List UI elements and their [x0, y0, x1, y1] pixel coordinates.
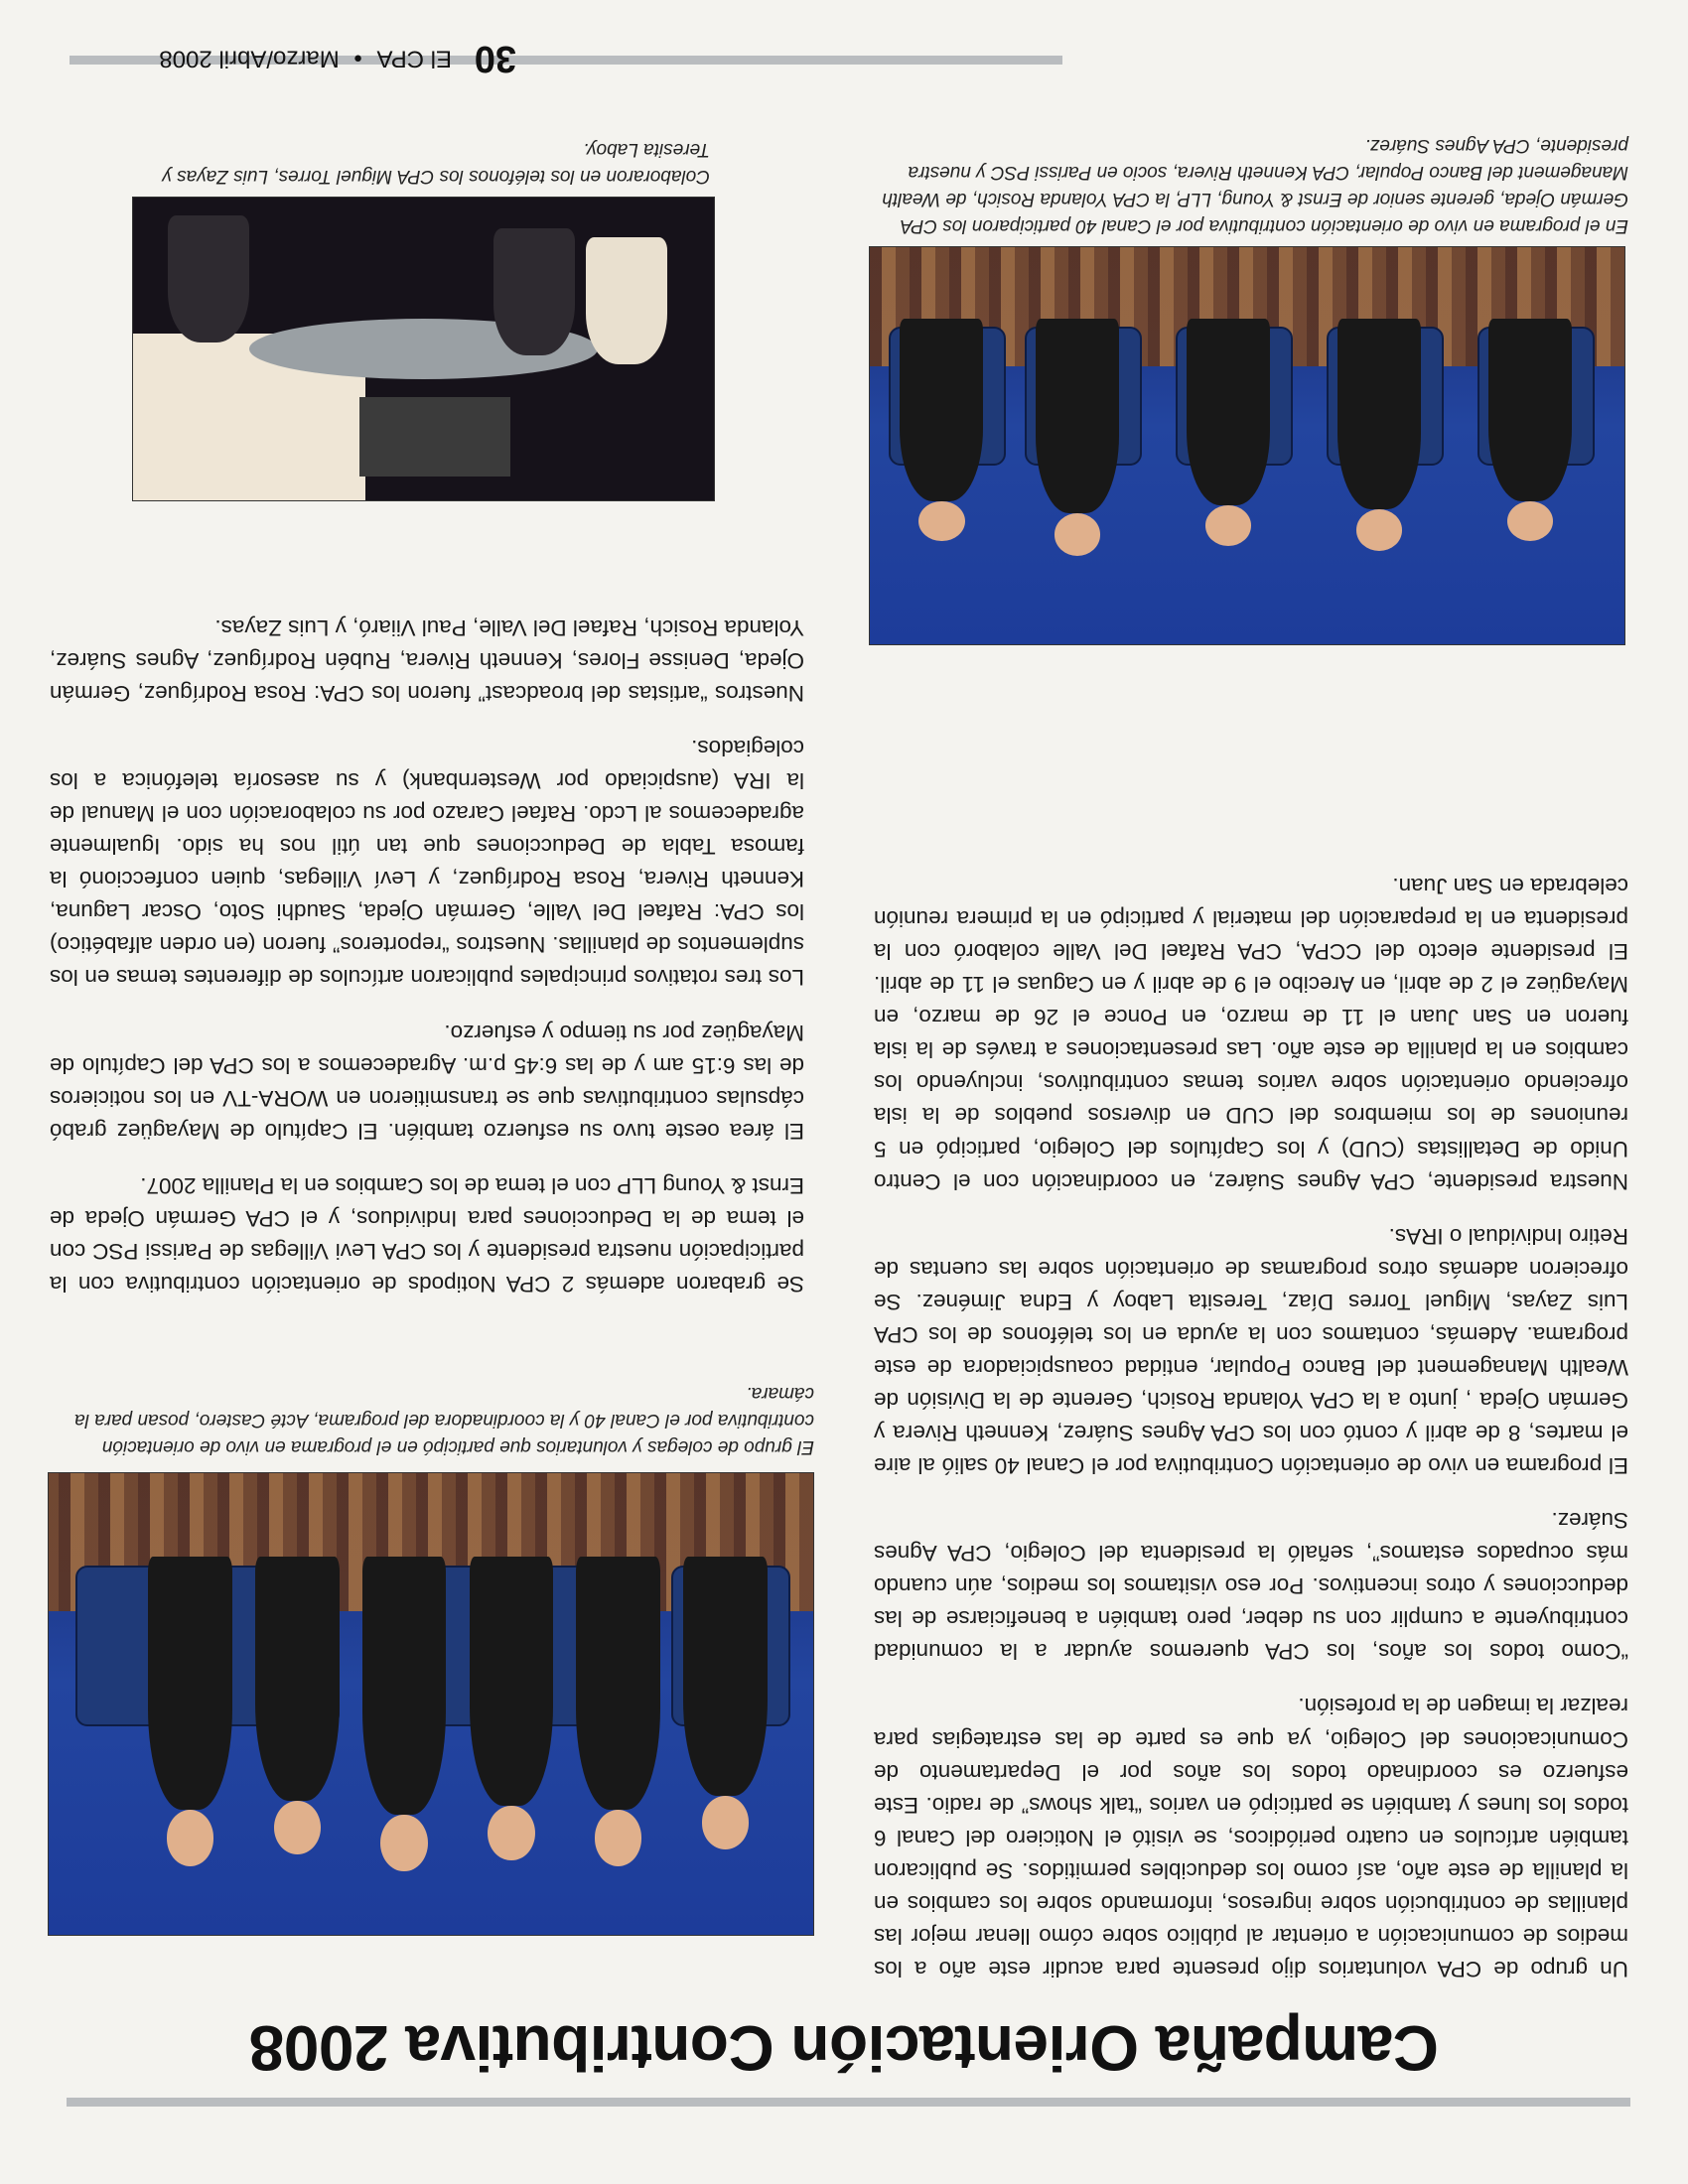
paragraph: El área oeste tuvo su esfuerzo también. El Capítulo de Mayagüez grabó cápsulas contributivas que se transmitieron en WORA-TV en los noticieros de las 6:15 am y de las 6:45 p.m. Agradecemos a los CPA del Capítulo de Mayagüez por su tiempo y esfuerzo. — [50, 1020, 804, 1144]
publication-name: El CPA — [376, 45, 453, 72]
person-figure — [1488, 319, 1572, 501]
person-figure — [168, 215, 249, 342]
person-figure — [148, 1557, 232, 1811]
photo-caption: En el programa en vivo de orientación contributiva por el Canal 40 participaron los CPA Germán Ojeda, gerente senior de Ernst & Young, LLP, la CPA Yolanda Rosich, de Wealth Management del Banco Popular, CPA Kenneth Rivera, socio en Parissi PSC y nuestra presidente, CPA Agnes Suárez. — [882, 135, 1628, 236]
person-figure — [576, 1557, 660, 1811]
paragraph: Nuestros “artistas del broadcast” fueron los CPA: Rosa Rodríguez, Germán Ojeda, Denisse Flores, Kenneth Rivera, Rubén Rodríguez, Agnes Suárez, Yolanda Rosich, Rafael Del Valle, Paul Viiaró, y Luis Zayas. — [50, 614, 804, 706]
photo-caption: Colaboraron en los teléfonos los CPA Miguel Torres, Luis Zayas y Teresita Laboy. — [162, 139, 710, 187]
person-figure — [1337, 319, 1421, 509]
panel-photo — [869, 246, 1625, 645]
person-figure — [470, 1557, 554, 1806]
person-figure — [1187, 319, 1270, 505]
photo-caption: El grupo de colegas y voluntarios que participó en el programa en vivo de orientación contributiva por el Canal 40 y la coordinadora del programa, Acté Castero, posan para la cámara. — [74, 1383, 814, 1457]
person-figure — [900, 319, 983, 501]
phone-volunteers-photo — [132, 197, 715, 501]
group-photo — [48, 1472, 814, 1936]
left-column — [874, 848, 1628, 1985]
paragraph: Los tres rotativos principales publicaron artículos de diferentes temas en los suplementos de planillas. Nuestros “reporteros” fueron (en orden alfabético) los CPA: Rafael Del Valle, Germán Ojeda, Saudhi Soto, Oscar Laguna, Kenneth Rivera, Rosa Rodríguez, y Leví Villegas, quien confeccionó la famosa Tabla de Deducciones que tan útil nos ha sido. Igualmente agradecemos al Lcdo. Rafael Carazo por su colaboración con el Manual de la IRA (auspiciado por Westernbank) y su asesoría telefónica a los colegiados. — [50, 736, 804, 991]
person-figure — [362, 1557, 447, 1815]
paragraph: Se grabaron además 2 CPA Notipods de orientación contributiva con la participación nuestra presidente y los CPA Levi Villegas de Parissi PSC con el tema de la Deducciones para Individuos, y el CPA Germán Ojeda de Ernst & Young LLP con el tema de los Cambios en la Planilla 2007. — [50, 1172, 804, 1297]
person-figure — [255, 1557, 340, 1801]
footer-separator: • — [353, 45, 362, 72]
person-figure — [493, 228, 575, 355]
paragraph: Un grupo de CPA voluntarios dijo presente para acudir este año a los medios de comunicación a orientar al público sobre cómo llenar mejor las planillas de contribución sobre ingresos, informando sobre los cambios en la planilla de este año, así como los deducibles permitidos. Se publicaron también artículos en cuatro periódicos, se visitó el Noticiero del Canal 6 todos los lunes y también se participó en varios “talk shows” de radio. Este esfuerzo es coordinado todos los años por el Departamento de Comunicaciones del Colegio, ya que es parte de las estrategias para realzar la imagen de la profesión. — [874, 1694, 1628, 1981]
person-figure — [586, 237, 667, 364]
page-footer — [40, 37, 516, 79]
person-figure — [1036, 319, 1119, 513]
monitor — [359, 397, 510, 476]
paragraph: “Como todos los años, los CPA queremos ayudar a la comunidad contribuyente a cumplir con su deber, pero también a beneficiarse de las deducciones y otros incentivos. Por eso visitamos los medios, aún cuando más ocupados estamos”, señaló la presidenta del Colegio, CPA Agnes Suárez. — [874, 1508, 1628, 1665]
person-figure — [683, 1557, 768, 1797]
issue-date: Marzo/Abril 2008 — [159, 45, 340, 72]
right-column — [50, 590, 804, 1300]
paragraph: Nuestra presidente, CPA Agnes Suárez, en coordinación con el Centro Unido de Detallistas (CUD) y los Capítulos del Colegio, participó en 5 reuniones de los miembros del CUD en diversos pueblos de la isla ofreciendo orientación sobre varios temas contributivos, incluyendo los cambios en la planilla de este año. Las presentaciones a través de la isla fueron en San Juan el 11 de marzo, en Ponce el 26 de marzo, en Mayagüez el 2 de abril, en Arecibo el 9 de abril y en Caguas el 11 de abril. El presidente electo del CCPA, CPA Rafael Del Valle colaboró con la presidenta en la preparación del material y participó en la primera reunión celebrada en San Juan. — [874, 874, 1628, 1194]
paragraph: El programa en vivo de orientación Contributiva por el Canal 40 salió al aire el martes, 8 de abril y contó con los CPA Agnes Suárez, Kenneth Rivera y Germán Ojeda , junto a la CPA Yolanda Rosich, Gerente de la División de Wealth Management del Banco Popular, entidad coauspiciadora de este programa. Además, contamos con la ayuda en los teléfonos de los CPA Luis Zayas, Miguel Torres Díaz, Teresita Laboy y Edna Jiménez. Se ofrecieron además otros programas de orientación sobre las cuentas de Retiro Individual o IRAs. — [874, 1223, 1628, 1479]
header-rule — [67, 2098, 1630, 2107]
article-title: Campaña Orientación Contributiva 2008 — [249, 2012, 1439, 2084]
page-number: 30 — [474, 38, 516, 79]
